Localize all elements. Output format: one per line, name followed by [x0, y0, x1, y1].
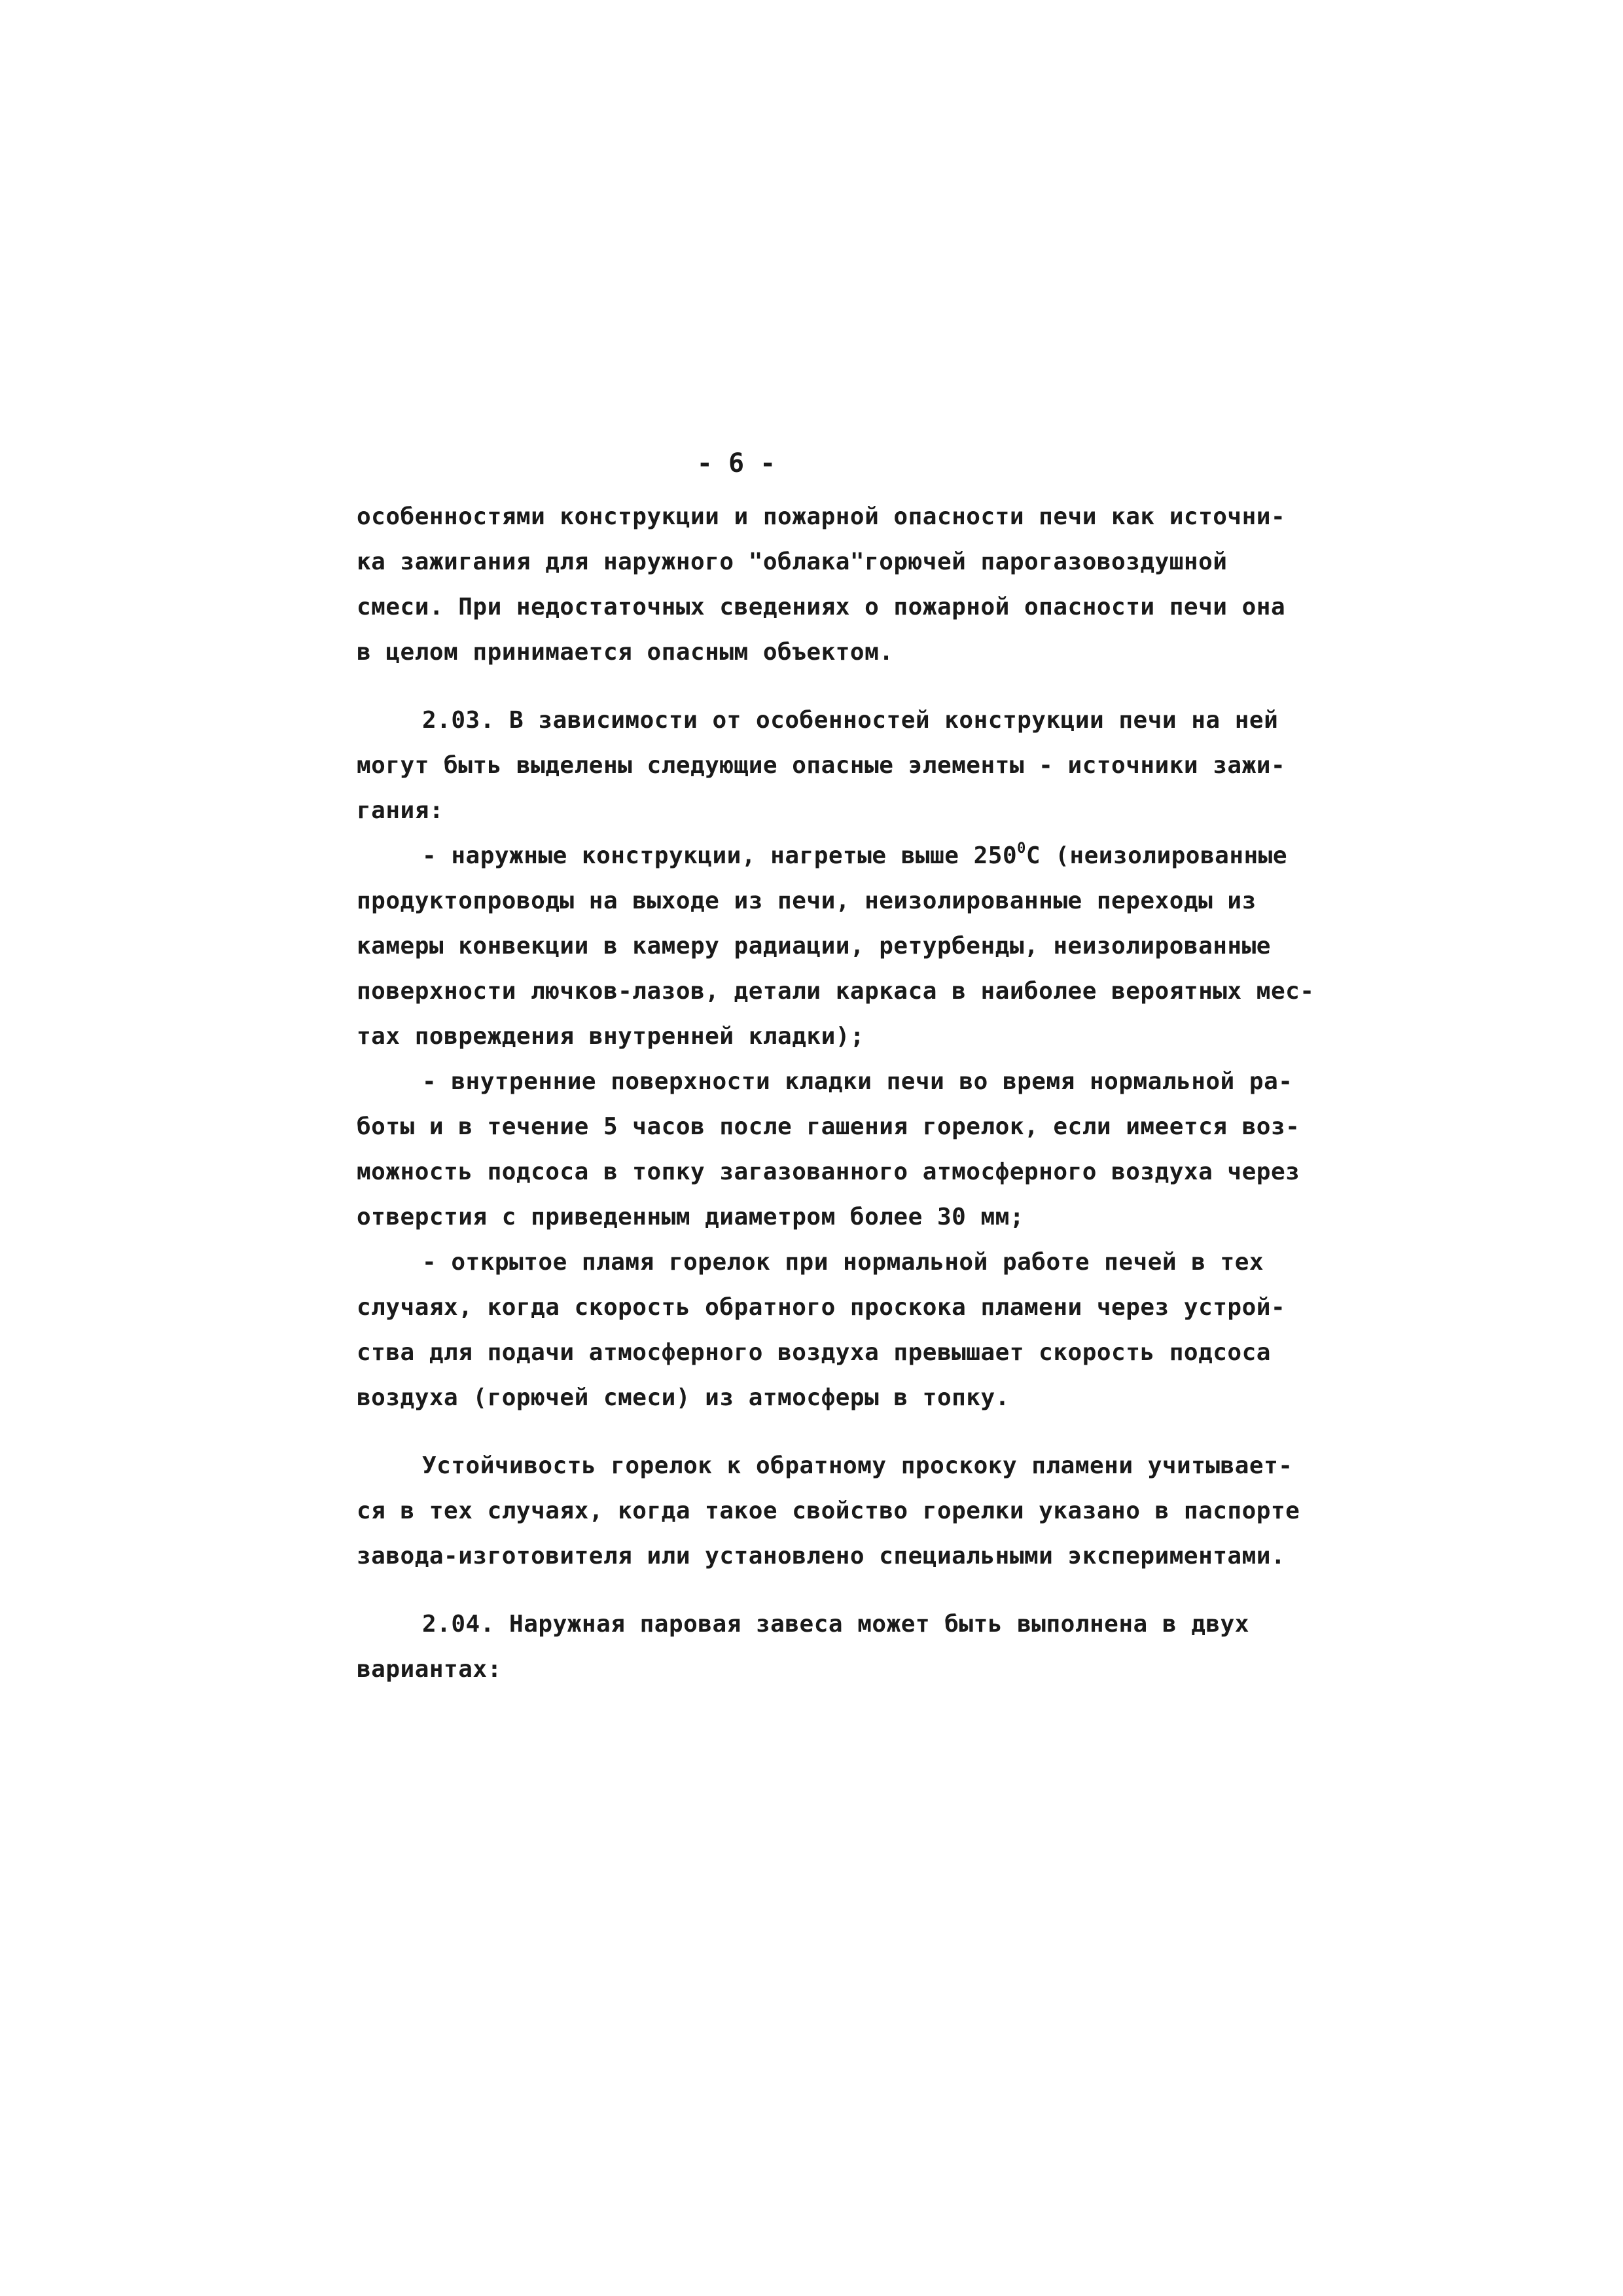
text-line: смеси. При недостаточных сведениях о пожарной опасности печи она	[357, 594, 1286, 620]
text-line: ся в тех случаях, когда такое свойство горелки указано в паспорте	[357, 1498, 1300, 1524]
text-line: гания:	[357, 797, 444, 824]
text-line: вариантах:	[357, 1656, 502, 1683]
text-line: камеры конвекции в камеру радиации, ретурбенды, неизолированные	[357, 933, 1271, 960]
text-line	[357, 833, 1293, 878]
text-line: боты и в течение 5 часов после гашения горелок, если имеется воз-	[357, 1113, 1300, 1140]
text-line: Устойчивость горелок к обратному проскоку пламени учитывает-	[422, 1452, 1293, 1479]
text-line: 2.04. Наружная паровая завеса может быть выполнена в двух	[422, 1611, 1249, 1638]
text-line: можность подсоса в топку загазованного атмосферного воздуха через	[357, 1158, 1300, 1185]
text-line: - открытое пламя горелок при нормальной работе печей в тех	[422, 1249, 1264, 1276]
text-line: случаях, когда скорость обратного проскока пламени через устрой-	[357, 1294, 1286, 1321]
text-line: воздуха (горючей смеси) из атмосферы в топку.	[357, 1384, 1010, 1411]
text-line: отверстия с приведенным диаметром более 30 мм;	[357, 1204, 1024, 1230]
text-line: поверхности лючков-лазов, детали каркаса в наиболее вероятных мес-	[357, 978, 1315, 1005]
body-text	[357, 494, 1315, 1692]
text-line: завода-изготовителя или установлено специальными экспериментами.	[357, 1543, 1286, 1570]
text-line: ка зажигания для наружного "облака"горючей парогазовоздушной	[357, 548, 1228, 575]
text-line: - внутренние поверхности кладки печи во время нормальной ра-	[422, 1068, 1293, 1095]
text-line: в целом принимается опасным объектом.	[357, 639, 894, 666]
degree-superscript: 0	[1017, 840, 1026, 857]
page-number: - 6 -	[696, 448, 776, 478]
text-line: тах повреждения внутренней кладки);	[357, 1023, 865, 1050]
text-line: 2.03. В зависимости от особенностей конструкции печи на ней	[422, 707, 1279, 734]
text-line: продуктопроводы на выходе из печи, неизолированные переходы из	[357, 888, 1257, 914]
text-fragment: - наружные конструкции, нагретые выше 250	[422, 842, 1018, 869]
text-line: могут быть выделены следующие опасные элементы - источники зажи-	[357, 752, 1286, 779]
text-line: особенностями конструкции и пожарной опасности печи как источни-	[357, 503, 1286, 530]
text-line: ства для подачи атмосферного воздуха превышает скорость подсоса	[357, 1339, 1271, 1366]
text-fragment: С (неизолированные	[1026, 842, 1288, 869]
